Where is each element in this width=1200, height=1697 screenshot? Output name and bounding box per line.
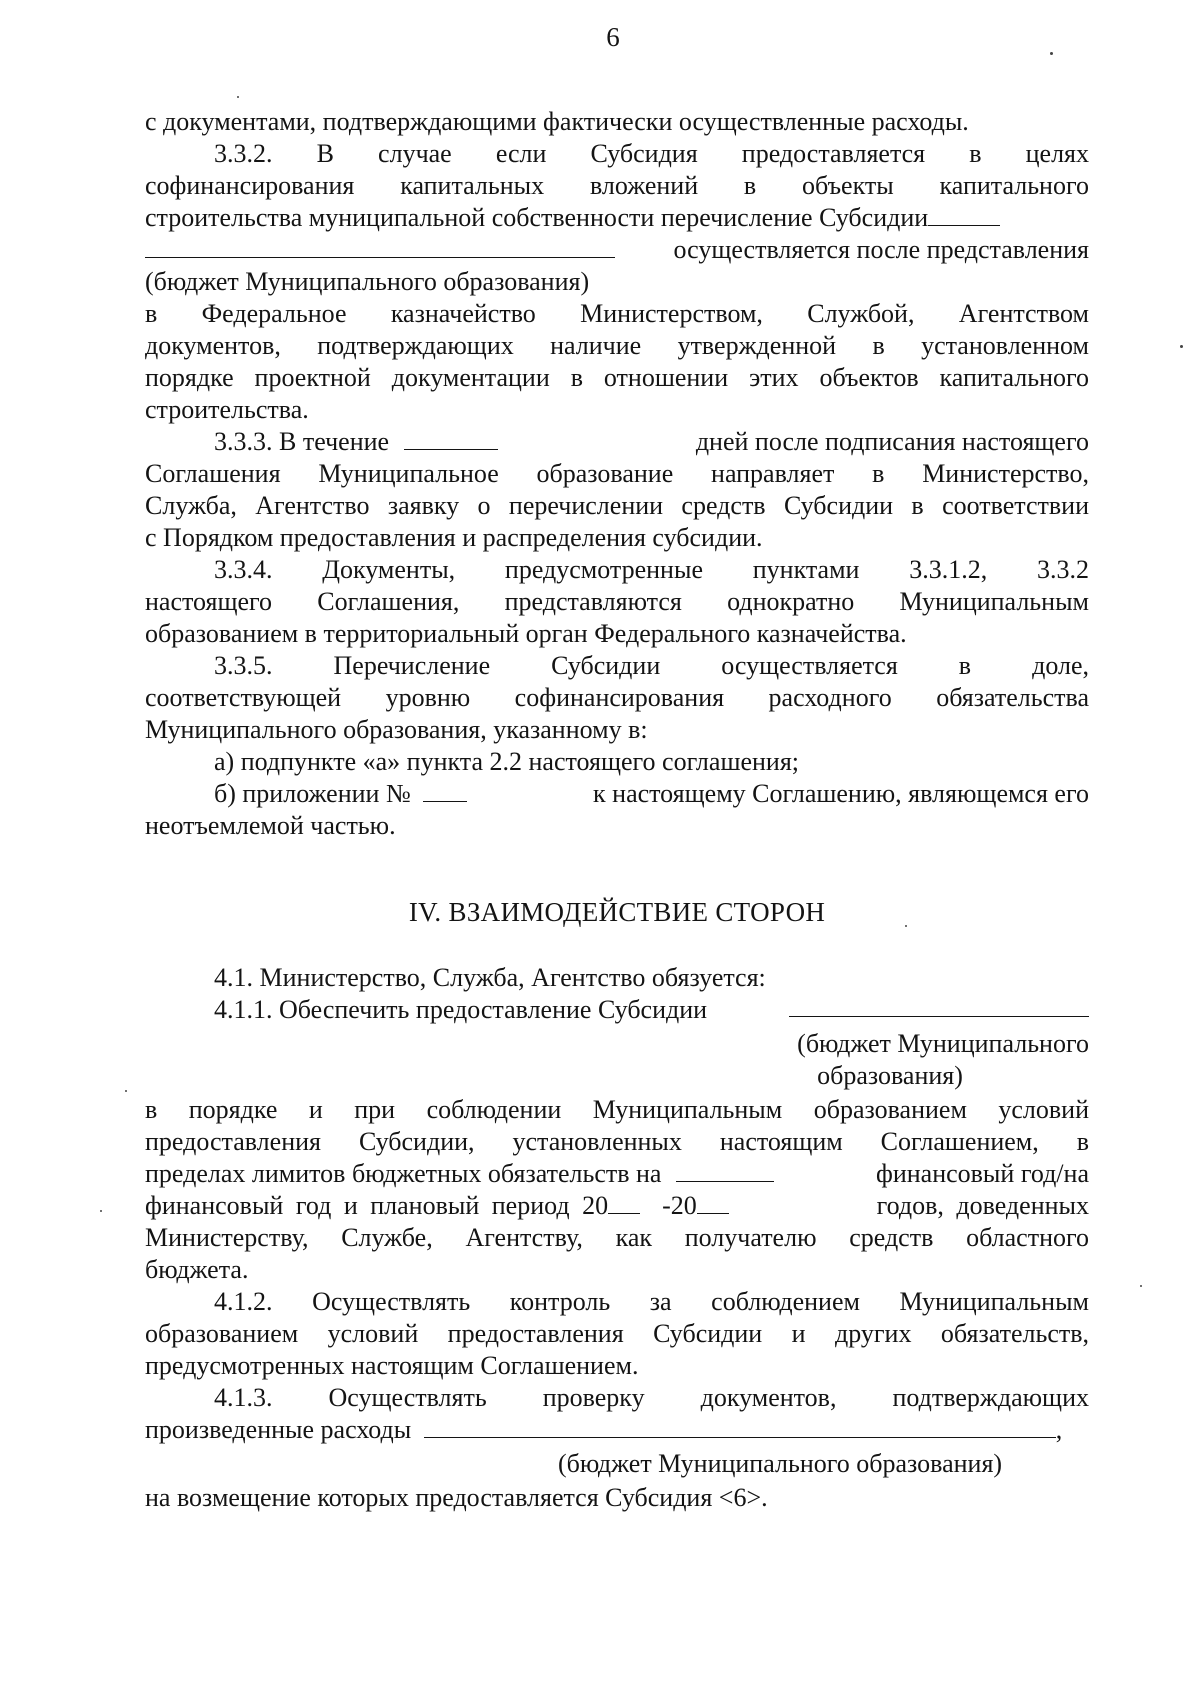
text-line: Муниципального образования, указанному в:	[145, 715, 648, 744]
text-line: соответствующей уровню софинансирования расходного обязательства	[145, 683, 1089, 712]
text-fragment: -20	[662, 1191, 697, 1220]
text-fragment: годов, доведенных	[876, 1191, 1089, 1220]
text-line: образованием условий предоставления Субсидии и других обязательств,	[145, 1319, 1089, 1348]
text-fragment: б) приложении №	[214, 779, 411, 808]
field-caption: (бюджет Муниципального	[797, 1029, 1089, 1058]
text-fragment: осуществляется после представления	[673, 235, 1089, 264]
scan-speck	[125, 1090, 127, 1092]
scan-speck	[1050, 52, 1053, 55]
field-caption: (бюджет Муниципального образования)	[145, 267, 590, 296]
blank-field	[608, 1191, 640, 1214]
scan-speck	[905, 925, 907, 927]
text-line: Соглашения Муниципальное образование направляет в Министерство,	[145, 459, 1089, 488]
text-fragment: дней после подписания настоящего	[695, 427, 1089, 456]
text-line	[145, 1190, 1089, 1222]
text-line: настоящего Соглашения, представляются однократно Муниципальным	[145, 587, 1089, 616]
text-line	[145, 202, 1089, 234]
text-fragment: ,	[1055, 1415, 1063, 1444]
text-fragment: 3.3.3. В течение	[214, 427, 390, 456]
text-line	[145, 234, 1089, 266]
blank-field	[928, 203, 1000, 226]
text-fragment: строительства муниципальной собственности перечисление Субсидии	[145, 203, 929, 232]
text-line: на возмещение которых предоставляется Субсидия <6>.	[145, 1483, 768, 1512]
blank-field	[404, 427, 498, 450]
text-line: бюджета.	[145, 1255, 249, 1284]
clause-3-3-3	[214, 426, 1089, 458]
scan-speck	[1180, 345, 1183, 348]
text-fragment: к настоящему Соглашению, являющемся его	[593, 779, 1089, 808]
sub-item-a: а) подпункте «а» пункта 2.2 настоящего соглашения;	[214, 747, 800, 776]
clause-3-3-2: 3.3.2. В случае если Субсидия предоставляется в целях	[214, 139, 1089, 168]
scan-speck	[1140, 1285, 1142, 1287]
blank-field	[676, 1159, 774, 1182]
text-line: неотъемлемой частью.	[145, 811, 396, 840]
text-line: образованием в территориальный орган Федерального казначейства.	[145, 619, 907, 648]
field-caption: образования)	[817, 1061, 963, 1090]
text-fragment: пределах лимитов бюджетных обязательств на	[145, 1159, 662, 1188]
clause-3-3-5: 3.3.5. Перечисление Субсидии осуществляется в доле,	[214, 651, 1089, 680]
page-number: 6	[606, 22, 620, 52]
text-line: строительства.	[145, 395, 309, 424]
text-line: с документами, подтверждающими фактически осуществленные расходы.	[145, 107, 969, 136]
text-line: Министерству, Службе, Агентству, как получателю средств областного	[145, 1223, 1089, 1252]
text-line: с Порядком предоставления и распределения субсидии.	[145, 523, 763, 552]
section-heading: IV. ВЗАИМОДЕЙСТВИЕ СТОРОН	[408, 897, 826, 927]
text-line: предоставления Субсидии, установленных настоящим Соглашением, в	[145, 1127, 1089, 1156]
clause-4-1: 4.1. Министерство, Служба, Агентство обязуется:	[214, 963, 766, 992]
blank-field	[423, 779, 467, 802]
clause-4-1-3: 4.1.3. Осуществлять проверку документов, подтверждающих	[214, 1383, 1089, 1412]
text-line: предусмотренных настоящим Соглашением.	[145, 1351, 639, 1380]
text-fragment: 4.1.1. Обеспечить предоставление Субсидии	[214, 995, 708, 1024]
blank-field	[424, 1415, 1056, 1438]
text-line	[145, 1158, 1089, 1190]
text-fragment: финансовый год/на	[875, 1159, 1089, 1188]
text-line: документов, подтверждающих наличие утвержденной в установленном	[145, 331, 1089, 360]
scan-speck	[100, 1210, 102, 1212]
clause-4-1-1	[214, 994, 1089, 1026]
text-line: софинансирования капитальных вложений в объекты капитального	[145, 171, 1089, 200]
text-line: Служба, Агентство заявку о перечислении средств Субсидии в соответствии	[145, 491, 1089, 520]
clause-3-3-4: 3.3.4. Документы, предусмотренные пунктами 3.3.1.2, 3.3.2	[214, 555, 1089, 584]
sub-item-b	[214, 778, 1089, 810]
text-line	[145, 1414, 1089, 1446]
blank-field	[145, 235, 615, 258]
blank-field	[697, 1191, 729, 1214]
text-line: порядке проектной документации в отношении этих объектов капитального	[145, 363, 1089, 392]
text-line: в Федеральное казначейство Министерством, Службой, Агентством	[145, 299, 1089, 328]
text-line: в порядке и при соблюдении Муниципальным образованием условий	[145, 1095, 1089, 1124]
field-caption: (бюджет Муниципального образования)	[557, 1449, 1003, 1478]
clause-4-1-2: 4.1.2. Осуществлять контроль за соблюдением Муниципальным	[214, 1287, 1089, 1316]
scan-speck	[237, 96, 239, 98]
blank-field	[789, 994, 1089, 1017]
text-fragment: финансовый год и плановый период 20	[145, 1191, 609, 1220]
text-fragment: произведенные расходы	[145, 1415, 412, 1444]
